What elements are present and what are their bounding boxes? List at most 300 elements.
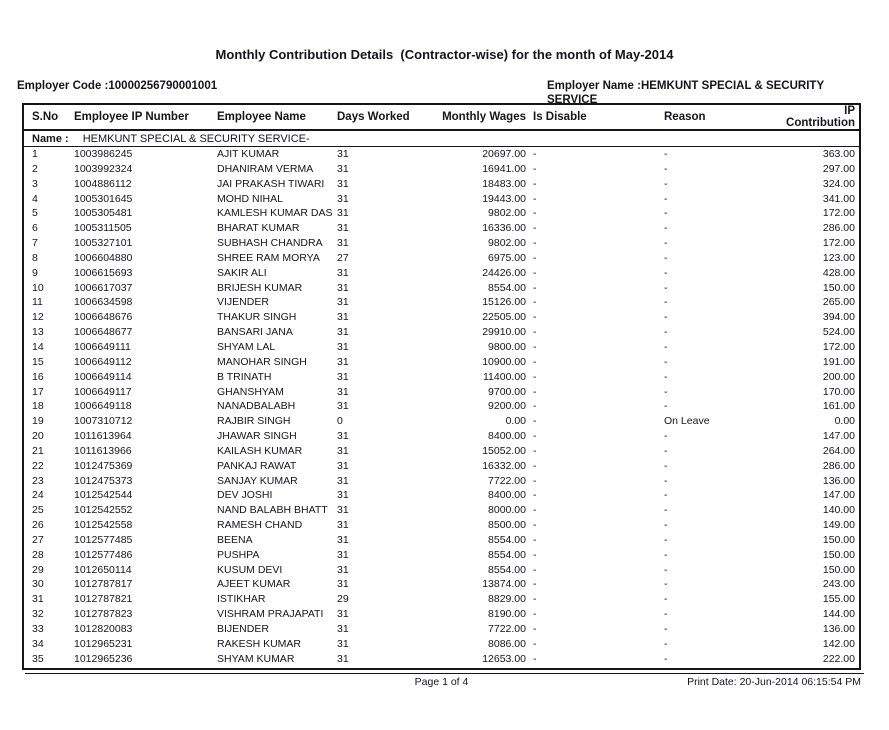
cell-sno: 32 — [32, 608, 44, 621]
cell-contribution: 324.00 — [822, 177, 855, 190]
cell-ip: 1006649117 — [74, 385, 132, 398]
cell-contribution: 136.00 — [822, 623, 855, 635]
cell-reason: - — [664, 430, 668, 443]
cell-disable: - — [533, 340, 537, 353]
cell-reason: - — [664, 281, 668, 294]
cell-name: DHANIRAM VERMA — [217, 162, 314, 175]
page-title: Monthly Contribution Details (Contractor-wise) for the month of May-2014 — [215, 47, 674, 62]
cell-days: 27 — [337, 251, 349, 264]
cell-sno: 1 — [32, 148, 38, 160]
cell-name: SHREE RAM MORYA — [217, 251, 320, 264]
cell-contribution: 0.00 — [834, 415, 855, 428]
cell-wages: 15052.00 — [482, 444, 526, 457]
table-row — [24, 162, 859, 177]
cell-name: BANSARI JANA — [217, 326, 293, 339]
cell-disable: - — [533, 459, 537, 472]
cell-disable: - — [533, 504, 537, 517]
cell-wages: 7722.00 — [488, 623, 526, 635]
cell-contribution: 150.00 — [822, 563, 855, 576]
cell-contribution: 286.00 — [822, 222, 855, 235]
table-row — [24, 652, 859, 667]
cell-sno: 15 — [32, 355, 44, 368]
cell-contribution: 265.00 — [822, 296, 855, 309]
cell-disable: - — [533, 192, 537, 205]
cell-ip: 1005301645 — [74, 192, 133, 205]
cell-disable: - — [533, 370, 537, 383]
table-row — [24, 370, 859, 385]
cell-reason: - — [664, 251, 668, 264]
cell-wages: 19443.00 — [482, 192, 526, 205]
cell-days: 31 — [337, 504, 349, 517]
cell-name: MANOHAR SINGH — [217, 355, 307, 368]
cell-name: MOHD NIHAL — [217, 192, 283, 205]
cell-sno: 12 — [32, 311, 44, 324]
cell-sno: 18 — [32, 400, 44, 413]
cell-wages: 8554.00 — [488, 281, 526, 294]
cell-name: B TRINATH — [217, 370, 272, 383]
cell-disable: - — [533, 296, 537, 309]
cell-contribution: 155.00 — [822, 593, 855, 606]
cell-ip: 1012787817 — [74, 578, 133, 591]
table-row — [24, 429, 859, 444]
header-cell-contribution: IP Contribution — [786, 105, 855, 129]
cell-name: JHAWAR SINGH — [217, 430, 297, 443]
cell-disable: - — [533, 533, 537, 546]
cell-days: 31 — [337, 578, 349, 591]
cell-wages: 9802.00 — [488, 237, 526, 250]
cell-reason: - — [664, 533, 668, 546]
cell-reason: - — [664, 192, 668, 205]
cell-sno: 27 — [32, 533, 44, 546]
cell-ip: 1006648677 — [74, 326, 133, 339]
cell-ip: 1004886112 — [74, 177, 132, 190]
table-row — [24, 251, 859, 266]
cell-wages: 11400.00 — [482, 370, 526, 383]
cell-wages: 8554.00 — [488, 563, 526, 576]
cell-name: SAKIR ALI — [217, 266, 267, 279]
rows-container — [24, 147, 859, 667]
cell-ip: 1012650114 — [74, 563, 132, 576]
cell-days: 31 — [337, 162, 349, 175]
cell-ip: 1006604880 — [74, 251, 133, 264]
cell-reason: - — [664, 504, 668, 517]
table-row — [24, 340, 859, 355]
table-row — [24, 385, 859, 400]
cell-name: AJEET KUMAR — [217, 578, 291, 591]
cell-contribution: 286.00 — [822, 459, 855, 472]
cell-ip: 1006617037 — [74, 281, 133, 294]
cell-sno: 6 — [32, 222, 38, 235]
cell-sno: 16 — [32, 370, 44, 383]
cell-contribution: 161.00 — [822, 400, 855, 413]
cell-days: 31 — [337, 340, 349, 353]
cell-name: BIJENDER — [217, 623, 269, 635]
cell-disable: - — [533, 637, 537, 650]
cell-ip: 1006649112 — [74, 355, 132, 368]
cell-disable: - — [533, 593, 537, 606]
cell-contribution: 191.00 — [822, 355, 855, 368]
table-row — [24, 518, 859, 533]
cell-name: ISTIKHAR — [217, 593, 266, 606]
cell-wages: 22505.00 — [482, 311, 526, 324]
cell-wages: 8554.00 — [488, 533, 526, 546]
cell-name: SUBHASH CHANDRA — [217, 237, 323, 250]
cell-wages: 6975.00 — [488, 251, 526, 264]
cell-days: 31 — [337, 311, 349, 324]
table-header — [24, 105, 859, 131]
cell-days: 31 — [337, 385, 349, 398]
cell-reason: - — [664, 652, 668, 665]
cell-contribution: 147.00 — [822, 430, 855, 443]
cell-reason: - — [664, 237, 668, 250]
cell-disable: - — [533, 519, 537, 532]
cell-contribution: 524.00 — [822, 326, 855, 339]
cell-sno: 34 — [32, 637, 44, 650]
cell-wages: 8400.00 — [488, 430, 526, 443]
cell-sno: 24 — [32, 489, 44, 502]
cell-wages: 16332.00 — [482, 459, 526, 472]
cell-disable: - — [533, 237, 537, 250]
employer-code — [17, 80, 217, 92]
cell-contribution: 144.00 — [822, 608, 855, 621]
cell-sno: 5 — [32, 207, 38, 220]
cell-days: 31 — [337, 444, 349, 457]
cell-ip: 1012787823 — [74, 608, 133, 621]
cell-days: 31 — [337, 519, 349, 532]
cell-name: VISHRAM PRAJAPATI — [217, 608, 324, 621]
cell-ip: 1012542544 — [74, 489, 133, 502]
cell-sno: 22 — [32, 459, 44, 472]
cell-ip: 1006615693 — [74, 266, 133, 279]
cell-disable: - — [533, 548, 537, 561]
cell-disable: - — [533, 400, 537, 413]
group-label: Name : — [32, 132, 69, 145]
table-row — [24, 459, 859, 474]
cell-disable: - — [533, 148, 537, 160]
cell-reason: - — [664, 148, 668, 160]
cell-disable: - — [533, 251, 537, 264]
cell-days: 31 — [337, 326, 349, 339]
cell-ip: 1012475369 — [74, 459, 133, 472]
table-row — [24, 563, 859, 578]
cell-name: SHYAM KUMAR — [217, 652, 295, 665]
cell-ip: 1006649118 — [74, 400, 132, 413]
cell-wages: 9200.00 — [488, 400, 526, 413]
cell-contribution: 363.00 — [822, 148, 855, 160]
cell-wages: 15126.00 — [482, 296, 526, 309]
cell-reason: - — [664, 578, 668, 591]
header-cell-name: Employee Name — [217, 111, 306, 123]
cell-name: KAILASH KUMAR — [217, 444, 303, 457]
cell-name: NANADBALABH — [217, 400, 296, 413]
cell-reason: - — [664, 563, 668, 576]
cell-contribution: 172.00 — [822, 237, 855, 250]
table-row — [24, 236, 859, 251]
group-row — [24, 131, 859, 147]
cell-disable: - — [533, 177, 537, 190]
cell-wages: 18483.00 — [482, 177, 526, 190]
cell-wages: 16336.00 — [482, 222, 526, 235]
cell-disable: - — [533, 385, 537, 398]
print-date: Print Date: 20-Jun-2014 06:15:54 PM — [687, 676, 861, 688]
cell-days: 31 — [337, 266, 349, 279]
cell-ip: 1012542552 — [74, 504, 133, 517]
cell-sno: 30 — [32, 578, 44, 591]
table-row — [24, 622, 859, 637]
cell-contribution: 142.00 — [822, 637, 855, 650]
cell-sno: 35 — [32, 652, 44, 665]
cell-wages: 7722.00 — [488, 474, 526, 487]
cell-contribution: 172.00 — [822, 207, 855, 220]
table-row — [24, 503, 859, 518]
cell-days: 31 — [337, 608, 349, 621]
cell-days: 31 — [337, 489, 349, 502]
table-row — [24, 206, 859, 221]
employer-name-value: HEMKUNT SPECIAL & SECURITY SERVICE — [547, 80, 824, 106]
cell-sno: 19 — [32, 415, 44, 428]
cell-reason: - — [664, 296, 668, 309]
cell-reason: - — [664, 162, 668, 175]
table-row — [24, 577, 859, 592]
table-row — [24, 414, 859, 429]
employer-code-value: 10000256790001001 — [108, 80, 218, 92]
cell-reason: - — [664, 400, 668, 413]
contribution-table — [22, 103, 861, 670]
cell-contribution: 243.00 — [822, 578, 855, 591]
footer-divider — [25, 673, 864, 674]
header-cell-sno: S.No — [32, 111, 59, 123]
cell-contribution: 150.00 — [822, 281, 855, 294]
cell-name: PANKAJ RAWAT — [217, 459, 297, 472]
cell-name: AJIT KUMAR — [217, 148, 280, 160]
cell-sno: 11 — [32, 296, 43, 309]
cell-wages: 29910.00 — [482, 326, 526, 339]
cell-contribution: 222.00 — [822, 652, 855, 665]
cell-ip: 1005327101 — [74, 237, 133, 250]
table-row — [24, 607, 859, 622]
cell-name: RAMESH CHAND — [217, 519, 303, 532]
cell-contribution: 140.00 — [822, 504, 855, 517]
cell-days: 31 — [337, 237, 349, 250]
cell-disable: - — [533, 474, 537, 487]
header-cell-wages: Monthly Wages — [442, 111, 526, 123]
cell-wages: 9802.00 — [488, 207, 526, 220]
cell-days: 0 — [337, 415, 343, 428]
cell-contribution: 123.00 — [822, 251, 855, 264]
cell-disable: - — [533, 444, 537, 457]
cell-contribution: 297.00 — [822, 162, 855, 175]
cell-reason: - — [664, 548, 668, 561]
cell-ip: 1003986245 — [74, 148, 133, 160]
cell-reason: - — [664, 207, 668, 220]
cell-reason: On Leave — [664, 415, 710, 428]
cell-reason: - — [664, 459, 668, 472]
cell-reason: - — [664, 489, 668, 502]
cell-wages: 13874.00 — [482, 578, 526, 591]
cell-contribution: 341.00 — [822, 192, 855, 205]
cell-reason: - — [664, 444, 668, 457]
cell-days: 31 — [337, 563, 349, 576]
cell-ip: 1006634598 — [74, 296, 133, 309]
employer-name-label: Employer Name : — [547, 80, 641, 92]
cell-contribution: 149.00 — [822, 519, 855, 532]
cell-contribution: 136.00 — [822, 474, 855, 487]
cell-days: 31 — [337, 652, 349, 665]
cell-wages: 8554.00 — [488, 548, 526, 561]
cell-disable: - — [533, 652, 537, 665]
table-row — [24, 444, 859, 459]
cell-reason: - — [664, 311, 668, 324]
cell-ip: 1011613966 — [74, 444, 132, 457]
cell-contribution: 264.00 — [822, 444, 855, 457]
cell-reason: - — [664, 266, 668, 279]
cell-reason: - — [664, 385, 668, 398]
cell-name: RAKESH KUMAR — [217, 637, 302, 650]
cell-days: 31 — [337, 637, 349, 650]
cell-sno: 3 — [32, 177, 38, 190]
cell-wages: 20697.00 — [482, 148, 526, 160]
cell-reason: - — [664, 222, 668, 235]
cell-sno: 20 — [32, 430, 44, 443]
table-row — [24, 147, 859, 162]
cell-ip: 1012542558 — [74, 519, 133, 532]
cell-ip: 1003992324 — [74, 162, 133, 175]
cell-reason: - — [664, 608, 668, 621]
cell-name: GHANSHYAM — [217, 385, 284, 398]
cell-days: 29 — [337, 593, 349, 606]
cell-wages: 16941.00 — [482, 162, 526, 175]
cell-ip: 1012787821 — [74, 593, 133, 606]
cell-disable: - — [533, 326, 537, 339]
cell-disable: - — [533, 355, 537, 368]
cell-days: 31 — [337, 222, 349, 235]
cell-disable: - — [533, 281, 537, 294]
cell-ip: 1006648676 — [74, 311, 133, 324]
cell-ip: 1012577486 — [74, 548, 133, 561]
header-cell-disable: Is Disable — [533, 111, 587, 123]
cell-sno: 10 — [32, 281, 44, 294]
cell-disable: - — [533, 222, 537, 235]
cell-reason: - — [664, 637, 668, 650]
cell-sno: 26 — [32, 519, 44, 532]
cell-sno: 13 — [32, 326, 44, 339]
cell-reason: - — [664, 326, 668, 339]
table-row — [24, 533, 859, 548]
cell-contribution: 150.00 — [822, 533, 855, 546]
cell-reason: - — [664, 593, 668, 606]
table-row — [24, 548, 859, 563]
table-row — [24, 192, 859, 207]
cell-name: PUSHPA — [217, 548, 260, 561]
cell-sno: 4 — [32, 192, 38, 205]
cell-days: 31 — [337, 370, 349, 383]
cell-contribution: 147.00 — [822, 489, 855, 502]
cell-disable: - — [533, 162, 537, 175]
cell-ip: 1005305481 — [74, 207, 133, 220]
cell-sno: 17 — [32, 385, 44, 398]
table-row — [24, 295, 859, 310]
table-row — [24, 355, 859, 370]
cell-sno: 8 — [32, 251, 38, 264]
cell-reason: - — [664, 355, 668, 368]
cell-sno: 28 — [32, 548, 44, 561]
cell-reason: - — [664, 370, 668, 383]
cell-days: 31 — [337, 533, 349, 546]
cell-disable: - — [533, 430, 537, 443]
table-row — [24, 221, 859, 236]
table-row — [24, 177, 859, 192]
cell-ip: 1012475373 — [74, 474, 133, 487]
table-row — [24, 325, 859, 340]
cell-wages: 0.00 — [505, 415, 526, 428]
cell-days: 31 — [337, 192, 349, 205]
cell-name: VIJENDER — [217, 296, 269, 309]
employer-code-label: Employer Code : — [17, 80, 109, 92]
cell-days: 31 — [337, 177, 349, 190]
cell-contribution: 172.00 — [822, 340, 855, 353]
cell-sno: 31 — [32, 593, 44, 606]
cell-sno: 7 — [32, 237, 38, 250]
cell-disable: - — [533, 578, 537, 591]
cell-name: SHYAM LAL — [217, 340, 276, 353]
header-cell-days: Days Worked — [337, 111, 410, 123]
cell-ip: 1012965231 — [74, 637, 133, 650]
cell-disable: - — [533, 608, 537, 621]
cell-ip: 1012577485 — [74, 533, 133, 546]
cell-reason: - — [664, 623, 668, 635]
cell-contribution: 150.00 — [822, 548, 855, 561]
cell-wages: 9800.00 — [488, 340, 526, 353]
cell-sno: 29 — [32, 563, 44, 576]
cell-reason: - — [664, 340, 668, 353]
cell-wages: 8400.00 — [488, 489, 526, 502]
cell-name: BHARAT KUMAR — [217, 222, 300, 235]
cell-disable: - — [533, 415, 537, 428]
cell-name: NAND BALABH BHATT — [217, 504, 328, 517]
cell-wages: 10900.00 — [482, 355, 526, 368]
cell-contribution: 200.00 — [822, 370, 855, 383]
cell-contribution: 170.00 — [822, 385, 855, 398]
cell-name: JAI PRAKASH TIWARI — [217, 177, 325, 190]
group-value: HEMKUNT SPECIAL & SECURITY SERVICE- — [82, 132, 310, 145]
cell-days: 31 — [337, 459, 349, 472]
header-cell-reason: Reason — [664, 111, 706, 123]
cell-sno: 9 — [32, 266, 38, 279]
cell-days: 31 — [337, 207, 349, 220]
cell-name: BEENA — [217, 533, 253, 546]
cell-contribution: 428.00 — [822, 266, 855, 279]
cell-disable: - — [533, 207, 537, 220]
cell-disable: - — [533, 489, 537, 502]
cell-name: DEV JOSHI — [217, 489, 273, 502]
cell-days: 31 — [337, 623, 349, 635]
cell-wages: 9700.00 — [488, 385, 526, 398]
cell-sno: 2 — [32, 162, 38, 175]
table-row — [24, 474, 859, 489]
table-row — [24, 488, 859, 503]
cell-wages: 24426.00 — [482, 266, 526, 279]
cell-days: 31 — [337, 296, 349, 309]
cell-name: RAJBIR SINGH — [217, 415, 291, 428]
cell-wages: 8500.00 — [488, 519, 526, 532]
table-row — [24, 281, 859, 296]
cell-sno: 23 — [32, 474, 44, 487]
cell-days: 31 — [337, 148, 349, 160]
cell-reason: - — [664, 474, 668, 487]
cell-ip: 1006649111 — [74, 340, 131, 353]
header-cell-ip: Employee IP Number — [74, 111, 189, 123]
table-row — [24, 399, 859, 414]
